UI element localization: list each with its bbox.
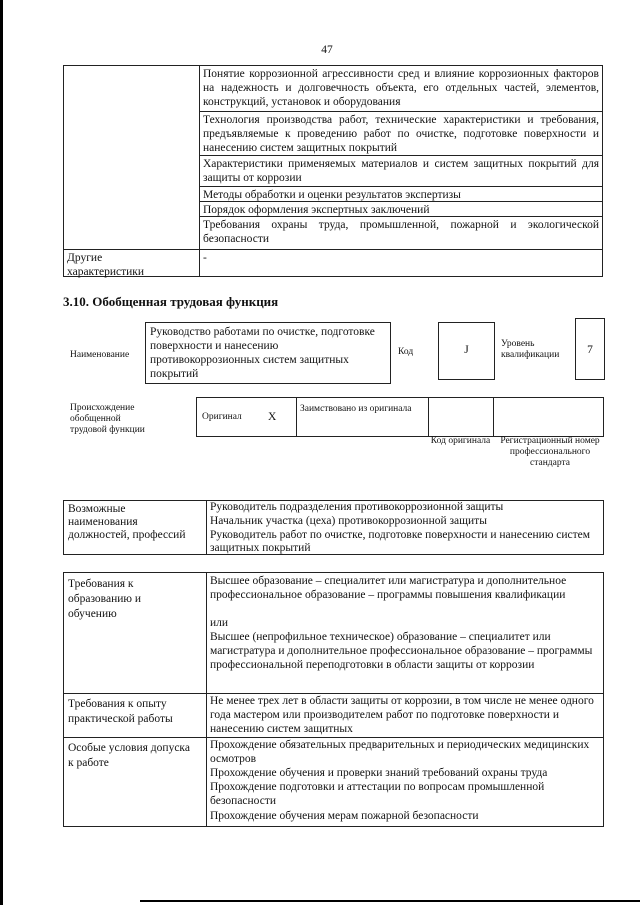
knowledge-item: Требования охраны труда, промышленной, пожарной и экологической безопасности: [203, 219, 599, 245]
original-code-caption: Код оригинала: [430, 436, 491, 446]
education-line: или: [210, 617, 229, 629]
knowledge-item: Понятие коррозионной агрессивности сред и влияние коррозионных факторов на надежность и долговечность объекта, его отдельных частей, элементов, конструкций, установок и оборудования: [203, 68, 599, 108]
name-label: Наименование: [70, 350, 130, 360]
position-item: Руководитель работ по очистке, подготовке поверхности и нанесению систем защитных покрытий: [210, 529, 591, 554]
knowledge-item: Технология производства работ, технические характеристики и требования, предъявляемые к проведению работ по очистке, подготовке поверхности и нанесению систем защитных покрытий: [203, 114, 599, 154]
condition-item: Прохождение обучения мерам пожарной безопасности: [210, 810, 479, 822]
conditions-label: Особые условия допуска к работе: [68, 742, 190, 769]
scan-edge-left: [0, 0, 3, 905]
education-line: Высшее образование – специалитет или магистратура и дополнительное профессиональное образование – программы повышения квалификации: [210, 575, 567, 601]
origin-label: Происхождение обобщенной трудовой функции: [70, 403, 145, 435]
condition-item: Прохождение подготовки и аттестации по вопросам промышленной безопасности: [210, 781, 545, 807]
code-label: Код: [398, 347, 414, 357]
page-number: 47: [321, 44, 333, 56]
level-value: 7: [587, 344, 593, 356]
level-label: Уровень квалификации: [501, 339, 560, 360]
experience-value: Не менее трех лет в области защиты от коррозии, в том числе не менее одного года мастером или производителем работ по подготовке поверхности и нанесению систем защитных: [210, 695, 594, 735]
education-label: Требования к образованию и обучению: [68, 578, 141, 620]
experience-label: Требования к опыту практической работы: [68, 698, 173, 725]
knowledge-item: Порядок оформления экспертных заключений: [203, 204, 430, 216]
condition-item: Прохождение обязательных предварительных и периодических медицинских осмотров: [210, 739, 590, 765]
other-characteristics-value: -: [203, 252, 207, 264]
scan-edge-bottom: [140, 900, 640, 902]
education-line: Высшее (непрофильное техническое) образование – специалитет или магистратура и дополнительное профессиональное образование – программы профессиональной переподготовки в области защиты от коррозии: [210, 631, 593, 671]
code-value: J: [464, 344, 469, 356]
knowledge-item: Характеристики применяемых материалов и систем защитных покрытий для защиты от коррозии: [203, 158, 599, 184]
condition-item: Прохождение обучения и проверки знаний требований охраны труда: [210, 767, 548, 779]
original-mark: X: [268, 411, 277, 423]
position-item: Начальник участка (цеха) противокоррозионной защиты: [210, 515, 487, 527]
positions-label: Возможные наименования должностей, профессий: [68, 503, 186, 541]
function-name-value: Руководство работами по очистке, подготовке поверхности и нанесению противокоррозионных систем защитных покрытий: [150, 326, 375, 380]
registration-number-caption: Регистрационный номер профессионального стандарта: [500, 436, 600, 468]
section-title: 3.10. Обобщенная трудовая функция: [63, 294, 279, 309]
position-item: Руководитель подразделения противокоррозионной защиты: [210, 501, 504, 513]
borrowed-label: Заимствовано из оригинала: [300, 404, 412, 414]
original-label: Оригинал: [202, 412, 242, 422]
knowledge-item: Методы обработки и оценки результатов экспертизы: [203, 189, 461, 201]
origin-table: [196, 397, 604, 437]
other-characteristics-label: Другие характеристики: [67, 252, 145, 278]
